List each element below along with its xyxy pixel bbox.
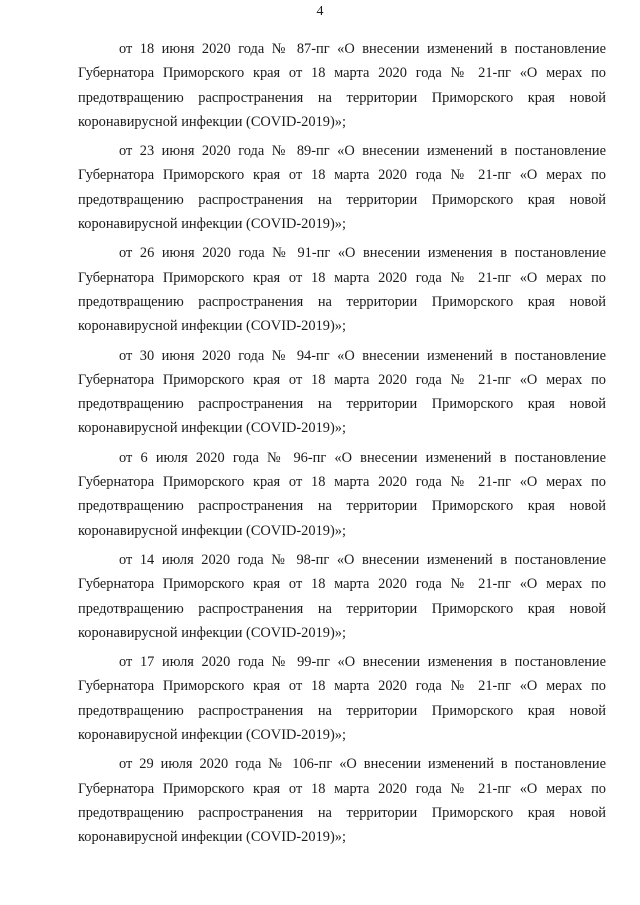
paragraph-2: от 23 июня 2020 года № 89-пг «О внесении изменений в постановление Губернатора Приморского края от 18 марта 2020 года № 21-пг «О мерах по предотвращению распространения на территории Приморского края новой коронавирусной инфекции (COVID-2019)»;: [78, 143, 606, 233]
paragraph-1: от 18 июня 2020 года № 87-пг «О внесении изменений в постановление Губернатора Приморского края от 18 марта 2020 года № 21-пг «О мерах по предотвращению распространения на территории Приморского края новой коронавирусной инфекции (COVID-2019)»;: [78, 41, 606, 130]
paragraph-7: от 17 июля 2020 года № 99-пг «О внесении изменения в постановление Губернатора Приморского края от 18 марта 2020 года № 21-пг «О мерах по предотвращению распространения на территории Приморского края новой коронавирусной инфекции (COVID-2019)»;: [78, 654, 606, 744]
document-body: [78, 37, 606, 855]
page-number: 4: [316, 4, 324, 19]
paragraph-6: от 14 июля 2020 года № 98-пг «О внесении изменений в постановление Губернатора Приморского края от 18 марта 2020 года № 21-пг «О мерах по предотвращению распространения на территории Приморского края новой коронавирусной инфекции (COVID-2019)»;: [78, 551, 606, 641]
paragraph-4: от 30 июня 2020 года № 94-пг «О внесении изменений в постановление Губернатора Приморского края от 18 марта 2020 года № 21-пг «О мерах по предотвращению распространения на территории Приморского края новой коронавирусной инфекции (COVID-2019)»;: [78, 347, 606, 437]
paragraph-3: от 26 июня 2020 года № 91-пг «О внесении изменения в постановление Губернатора Приморского края от 18 марта 2020 года № 21-пг «О мерах по предотвращению распространения на территории Приморского края новой коронавирусной инфекции (COVID-2019)»;: [78, 245, 606, 335]
paragraph-8: от 29 июля 2020 года № 106-пг «О внесении изменений в постановление Губернатора Приморского края от 18 марта 2020 года № 21-пг «О мерах по предотвращению распространения на территории Приморского края новой коронавирусной инфекции (COVID-2019)»;: [78, 756, 606, 846]
paragraph-5: от 6 июля 2020 года № 96-пг «О внесении изменений в постановление Губернатора Приморского края от 18 марта 2020 года № 21-пг «О мерах по предотвращению распространения на территории Приморского края новой коронавирусной инфекции (COVID-2019)»;: [78, 449, 606, 539]
